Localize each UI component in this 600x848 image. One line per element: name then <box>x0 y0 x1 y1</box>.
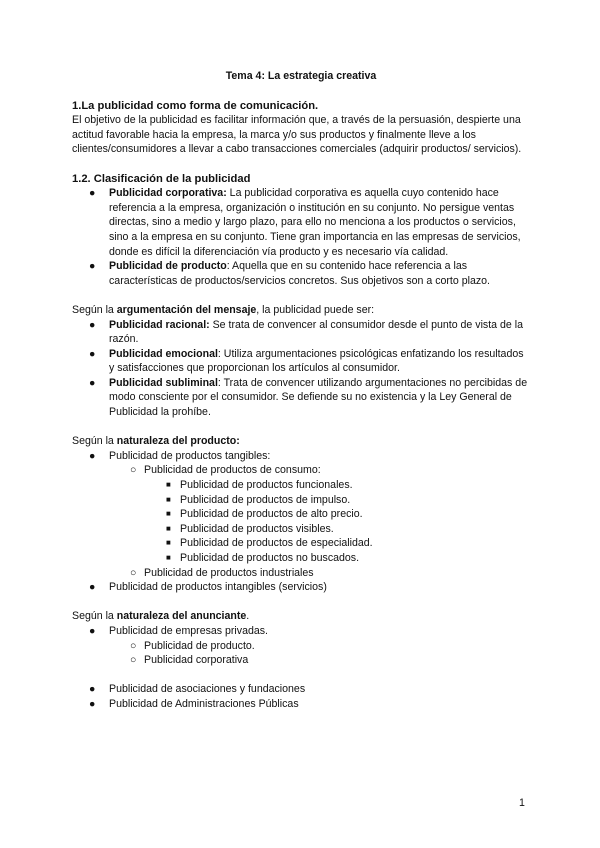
paragraph <box>72 303 530 318</box>
emphasis: naturaleza del producto: <box>116 435 240 448</box>
bullet-list <box>72 318 530 420</box>
list-item <box>72 493 530 508</box>
list-item <box>72 522 530 537</box>
item-text: Publicidad de empresas privadas. <box>109 624 268 637</box>
text: . <box>246 610 250 623</box>
circle-bullet-icon: ○ <box>130 654 137 667</box>
term: Publicidad racional: <box>109 318 210 331</box>
bullet-icon: ● <box>89 581 96 594</box>
list-item <box>72 697 530 712</box>
text: , la publicidad puede ser: <box>256 303 375 316</box>
item-text: Publicidad de producto. <box>144 639 255 652</box>
list-item <box>72 536 530 551</box>
item-text: Publicidad de productos no buscados. <box>180 552 360 564</box>
term: Publicidad subliminal <box>109 376 218 389</box>
paragraph <box>72 434 530 449</box>
document-page <box>72 69 530 712</box>
list-item <box>72 653 530 668</box>
list-item <box>72 580 530 595</box>
square-bullet-icon: ■ <box>166 509 171 519</box>
section-heading: 1.2. Clasificación de la publicidad <box>72 172 251 185</box>
item-text: Publicidad de productos de especialidad. <box>180 537 373 550</box>
term: Publicidad emocional <box>109 347 218 360</box>
square-bullet-icon: ■ <box>166 523 171 533</box>
text: Según la <box>72 610 117 623</box>
list-item <box>72 682 530 697</box>
text: Según la <box>72 303 117 316</box>
circle-bullet-icon: ○ <box>130 639 137 652</box>
term: Publicidad de producto <box>109 260 227 273</box>
item-text: Publicidad de productos de alto precio. <box>180 508 363 521</box>
list-item <box>72 478 530 493</box>
bullet-list <box>72 449 530 595</box>
square-bullet-icon: ■ <box>166 553 171 562</box>
square-bullet-icon: ■ <box>166 538 171 548</box>
bullet-icon: ● <box>89 449 96 462</box>
list-item <box>72 186 530 259</box>
bullet-list <box>72 186 530 288</box>
bullet-list <box>72 624 530 712</box>
list-item <box>72 551 530 566</box>
definition: La publicidad corporativa es aquella cuyo contenido hace referencia a la empresa, organización o institución en su conjunto. No persigue ventas directas, sino a medio y largo plazo, para ello no menciona a los productos o servicios, sino a la empresa en su conjunto. Tiene gran importancia en las empresas de servicios, donde es difícil la diferenciación vía producto y es necesario vía calidad. <box>109 187 521 258</box>
list-item <box>72 449 530 464</box>
page-number: 1 <box>519 797 525 809</box>
list-item <box>72 376 530 420</box>
item-text: Publicidad de productos intangibles (servicios) <box>109 581 327 594</box>
bullet-icon: ● <box>89 697 96 710</box>
circle-bullet-icon: ○ <box>130 464 137 477</box>
circle-bullet-icon: ○ <box>130 566 137 579</box>
document-title: Tema 4: La estrategia creativa <box>225 70 377 82</box>
list-item <box>72 624 530 639</box>
text: Según la <box>72 435 117 448</box>
bullet-icon: ● <box>89 376 96 389</box>
list-item <box>72 318 530 347</box>
section-heading: 1.La publicidad como forma de comunicación. <box>72 99 319 112</box>
item-text: Publicidad de Administraciones Públicas <box>109 697 299 710</box>
square-bullet-icon: ■ <box>166 480 171 490</box>
definition: : Trata de convencer utilizando argumentaciones no percibidas de modo consciente por el consumidor. Se defiende su no existencia y la Ley General de Publicidad la prohíbe. <box>109 376 528 419</box>
bullet-icon: ● <box>89 187 96 200</box>
list-item <box>72 259 530 288</box>
bullet-icon: ● <box>89 683 96 696</box>
item-text: Publicidad de productos funcionales. <box>180 479 353 492</box>
emphasis: naturaleza del anunciante <box>116 610 247 623</box>
item-text: Publicidad corporativa <box>144 654 249 667</box>
bullet-icon: ● <box>89 318 96 331</box>
paragraph <box>72 609 530 624</box>
item-text: Publicidad de productos visibles. <box>180 522 334 535</box>
item-text: Publicidad de asociaciones y fundaciones <box>109 683 306 696</box>
item-text: Publicidad de productos de impulso. <box>180 493 351 506</box>
list-item <box>72 507 530 522</box>
bullet-icon: ● <box>89 260 96 273</box>
square-bullet-icon: ■ <box>166 494 171 504</box>
list-item <box>72 566 530 581</box>
item-text: Publicidad de productos de consumo: <box>144 464 321 477</box>
list-item <box>72 463 530 478</box>
definition: Se trata de convencer al consumidor desde el punto de vista de la razón. <box>109 318 523 346</box>
item-text: Publicidad de productos tangibles: <box>109 449 271 462</box>
definition: : Utiliza argumentaciones psicológicas enfatizando los resultados y satisfacciones que proporcionan los artículos al consumidor. <box>109 347 524 375</box>
item-text: Publicidad de productos industriales <box>144 566 314 579</box>
bullet-icon: ● <box>89 347 96 360</box>
list-item <box>72 347 530 376</box>
paragraph: El objetivo de la publicidad es facilitar información que, a través de la persuasión, despierte una actitud favorable hacia la empresa, la marca y/o sus productos y finalmente lleve a los clientes/consumidores a llevar a cabo transacciones comerciales (adquirir productos/ servicios). <box>72 114 522 156</box>
list-item <box>72 639 530 654</box>
emphasis: argumentación del mensaje <box>116 303 257 316</box>
bullet-icon: ● <box>89 624 96 637</box>
definition: : Aquella que en su contenido hace referencia a las características de productos/servicios concretos. Sus objetivos son a corto plazo. <box>109 260 490 287</box>
term: Publicidad corporativa: <box>109 187 227 200</box>
